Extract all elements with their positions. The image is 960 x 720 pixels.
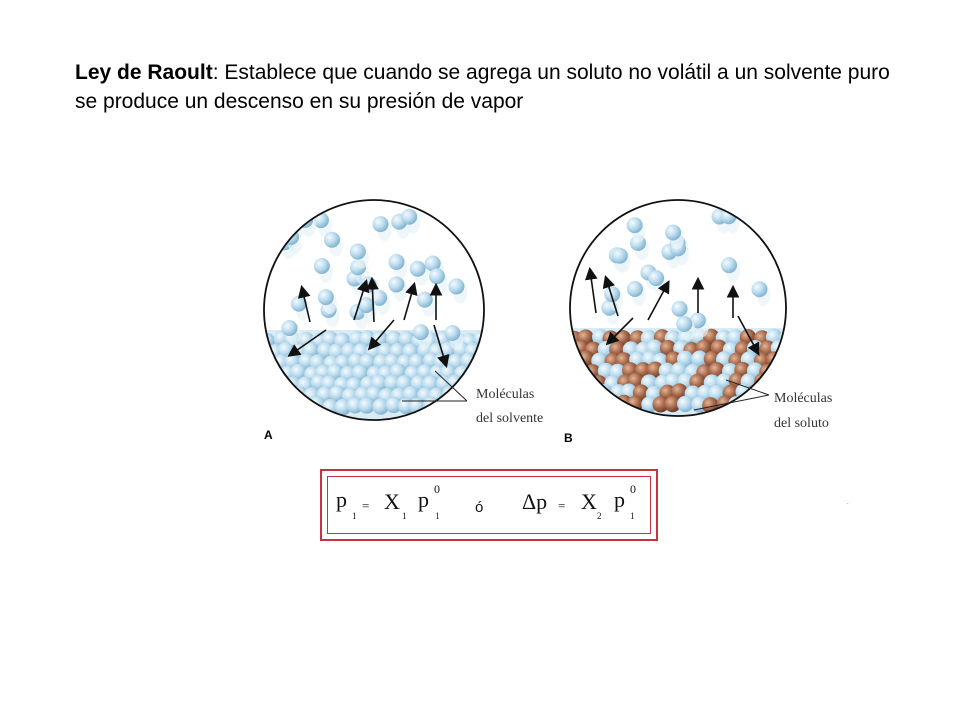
solute-molecule — [565, 351, 581, 367]
formula-equals-2: = — [558, 498, 566, 513]
formula-p1-sub: 1 — [352, 511, 357, 521]
vapor-molecule — [721, 257, 737, 273]
vapor-molecule — [665, 224, 681, 240]
panel-letter-b: B — [564, 431, 573, 445]
formula-p1: p — [336, 487, 347, 512]
vapor-molecule — [410, 261, 426, 277]
formula-p1-0-right: p — [614, 487, 625, 512]
solute-label-line1: Moléculas — [774, 391, 833, 406]
solvent-molecule — [467, 365, 483, 381]
formula-delta-p: Δp — [522, 489, 548, 514]
vapor-molecule — [401, 209, 417, 225]
solute-molecule — [580, 396, 596, 412]
formula-x1-sub: 1 — [402, 511, 407, 521]
formula-p1-0-right-sub: 1 — [630, 511, 635, 521]
page-heading — [75, 58, 895, 116]
solvent-molecule — [454, 386, 470, 402]
vapor-molecule — [627, 217, 643, 233]
solvent-molecule — [358, 397, 374, 413]
vapor-molecule — [388, 254, 404, 270]
solvent-label-line1: Moléculas — [476, 387, 535, 402]
solvent-molecule — [773, 363, 789, 379]
solvent-molecule — [566, 375, 582, 391]
solvent-molecule — [272, 398, 288, 414]
vapor-molecule — [314, 258, 330, 274]
formula-equals-1: = — [362, 498, 370, 513]
vapor-molecule — [350, 244, 366, 260]
solvent-molecule — [278, 387, 294, 403]
solvent-molecules — [262, 209, 495, 440]
solvent-label-line2: del solvente — [476, 411, 544, 426]
formula-inner-frame — [327, 476, 651, 534]
solvent-molecule — [577, 375, 593, 391]
formula-x2: X — [581, 489, 597, 514]
solute-molecule — [778, 352, 794, 368]
solvent-molecule — [477, 342, 493, 358]
solute-molecule — [590, 395, 606, 411]
heading-term: Ley de Raoult — [75, 61, 213, 84]
formula-x2-sub: 2 — [597, 511, 602, 521]
solute-molecule — [759, 364, 775, 380]
vapor-molecule — [324, 232, 340, 248]
vapor-molecule — [288, 212, 304, 228]
vapor-molecule — [282, 320, 298, 336]
formula-x1: X — [384, 489, 400, 514]
vapor-molecule — [388, 276, 404, 292]
stray-mark: . — [847, 500, 849, 506]
vapor-molecule — [318, 289, 334, 305]
solvent-molecule — [567, 395, 583, 411]
vapor-molecule — [648, 270, 664, 286]
formula-p1-0: p — [418, 487, 429, 512]
solute-molecule — [783, 339, 799, 355]
solvent-molecule — [479, 366, 495, 382]
formula-p1-0-sup: 0 — [434, 482, 440, 496]
solute-molecule — [784, 363, 800, 379]
solvent-diagram — [262, 195, 562, 450]
solvent-molecule — [283, 399, 299, 415]
solvent-molecule — [262, 397, 277, 413]
panel-letter-a: A — [264, 428, 273, 442]
formula-p1-0-right-sup: 0 — [630, 482, 636, 496]
vapor-molecule — [672, 301, 688, 317]
solvent-molecule — [571, 385, 587, 401]
vapor-molecule — [627, 281, 643, 297]
vapor-molecule — [751, 281, 767, 297]
solvent-molecule — [677, 396, 693, 412]
vapor-molecule — [676, 316, 692, 332]
heading-text: : Establece que cuando se agrega un soluto no volátil a un solvente puro se produce un descenso en su presión de vapor — [75, 61, 890, 113]
formula-box — [320, 469, 658, 541]
vapor-molecule — [448, 278, 464, 294]
solvent-molecule — [267, 387, 283, 403]
vapor-molecule — [417, 292, 433, 308]
vapor-molecule — [444, 325, 460, 341]
solute-molecule — [584, 385, 600, 401]
formula-p1-0-sub: 1 — [435, 511, 440, 521]
vapor-molecule — [429, 268, 445, 284]
movement-arrow — [590, 270, 596, 313]
formula-or: ó — [475, 499, 484, 516]
solute-label-line2: del soluto — [774, 416, 829, 431]
vapor-molecule — [413, 324, 429, 340]
solute-diagram — [564, 195, 864, 450]
vapor-molecule — [373, 216, 389, 232]
solvent-molecule — [446, 397, 462, 413]
vapor-molecule — [612, 248, 628, 264]
solvent-molecule — [262, 375, 277, 391]
